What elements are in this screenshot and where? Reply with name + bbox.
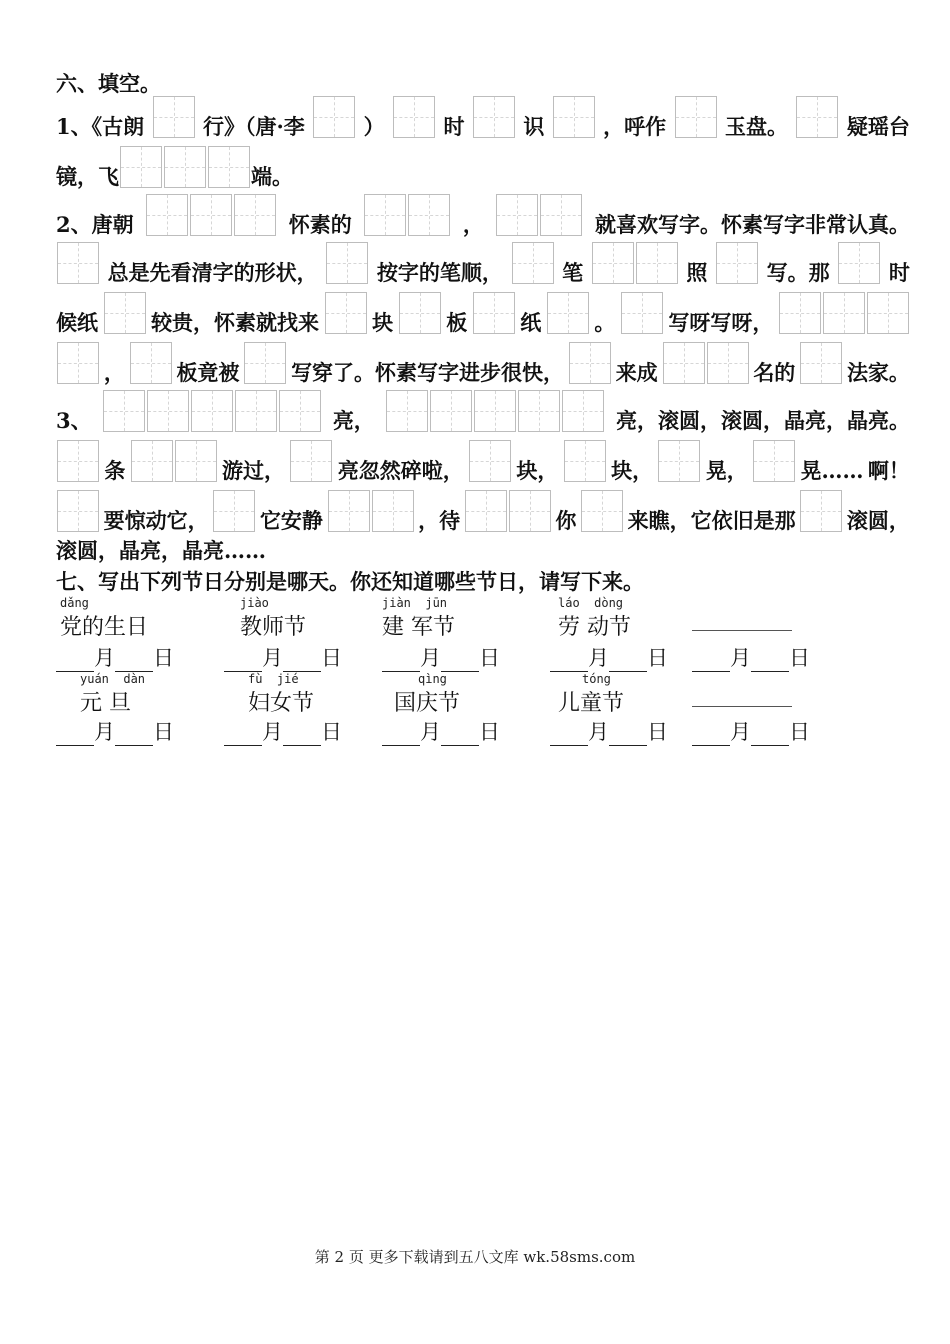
answer-box-group bbox=[145, 194, 277, 236]
answer-box[interactable] bbox=[581, 490, 623, 532]
q1-text: 镜，飞 bbox=[56, 164, 119, 189]
answer-box[interactable] bbox=[496, 194, 538, 236]
date-blank[interactable]: 月 日 bbox=[382, 716, 500, 746]
answer-box[interactable] bbox=[146, 194, 188, 236]
answer-box[interactable] bbox=[473, 96, 515, 138]
festival-name: 党的生日 bbox=[60, 615, 149, 640]
answer-box[interactable] bbox=[716, 242, 758, 284]
answer-box-group bbox=[464, 490, 552, 532]
answer-box[interactable] bbox=[208, 146, 250, 188]
q2-text: 法家。 bbox=[846, 360, 910, 385]
q2-text: 写穿了。怀素写字进步很快， bbox=[291, 360, 565, 385]
q1-text: 行》（唐·李 bbox=[202, 114, 305, 139]
answer-box[interactable] bbox=[326, 242, 368, 284]
festival-name: 劳 动节 bbox=[558, 615, 631, 640]
answer-box[interactable] bbox=[213, 490, 255, 532]
q2-text: 板竟被 bbox=[176, 360, 240, 385]
q2-text: 2、唐朝 bbox=[56, 212, 134, 237]
answer-box[interactable] bbox=[474, 390, 516, 432]
answer-box[interactable] bbox=[393, 96, 435, 138]
pinyin: qìng bbox=[418, 672, 447, 686]
q3-text: ，待 bbox=[418, 508, 461, 533]
festival-name: 建 军节 bbox=[382, 615, 455, 640]
date-row-2 bbox=[56, 716, 916, 742]
pinyin: jiàn jūn bbox=[382, 596, 448, 610]
answer-box[interactable] bbox=[130, 342, 172, 384]
answer-box[interactable] bbox=[838, 242, 880, 284]
q1-text: 时 bbox=[443, 114, 465, 139]
answer-box[interactable] bbox=[104, 292, 146, 334]
answer-box[interactable] bbox=[547, 292, 589, 334]
q3-text: 来瞧，它依旧是那 bbox=[627, 508, 796, 533]
date-blank[interactable]: 月 日 bbox=[224, 716, 342, 746]
answer-box[interactable] bbox=[191, 390, 233, 432]
q3-line1 bbox=[56, 390, 910, 432]
q2-text: 写呀写呀， bbox=[668, 310, 774, 335]
q2-line3 bbox=[56, 292, 910, 334]
date-blank[interactable]: 月 日 bbox=[56, 642, 174, 672]
q3-text: 亮，滚圆，滚圆，晶亮，晶亮。 bbox=[616, 408, 910, 433]
answer-box[interactable] bbox=[313, 96, 355, 138]
answer-box[interactable] bbox=[430, 390, 472, 432]
answer-box[interactable] bbox=[57, 242, 99, 284]
q2-text: 纸 bbox=[520, 310, 542, 335]
answer-box-group bbox=[385, 390, 605, 432]
q2-text: 总是先看清字的形状， bbox=[107, 260, 318, 285]
date-blank[interactable]: 月 日 bbox=[550, 642, 668, 672]
section-6-title: 六、填空。 bbox=[56, 71, 161, 96]
pinyin: dǎng bbox=[60, 596, 89, 610]
q2-text: 板 bbox=[446, 310, 468, 335]
answer-box[interactable] bbox=[512, 242, 554, 284]
answer-box[interactable] bbox=[465, 490, 507, 532]
q1-line1 bbox=[56, 96, 910, 138]
answer-box[interactable] bbox=[147, 390, 189, 432]
q3-text: 亮忽然碎啦， bbox=[337, 458, 464, 483]
answer-box[interactable] bbox=[57, 440, 99, 482]
answer-box[interactable] bbox=[328, 490, 370, 532]
answer-box[interactable] bbox=[175, 440, 217, 482]
answer-box[interactable] bbox=[408, 194, 450, 236]
q3-text: 滚圆， bbox=[846, 508, 910, 533]
answer-box-group bbox=[778, 292, 910, 334]
q2-text: 候纸 bbox=[56, 310, 98, 335]
answer-box[interactable] bbox=[553, 96, 595, 138]
answer-box[interactable] bbox=[621, 292, 663, 334]
q3-text: 游过， bbox=[222, 458, 286, 483]
q2-text: 。 bbox=[594, 310, 616, 335]
q1-text: 疑瑶台 bbox=[846, 114, 910, 139]
pinyin: láo dòng bbox=[558, 596, 624, 610]
answer-box[interactable] bbox=[779, 292, 821, 334]
answer-box[interactable] bbox=[57, 490, 99, 532]
date-blank[interactable]: 月 日 bbox=[692, 642, 810, 672]
q2-text: 来成 bbox=[615, 360, 658, 385]
q3-text: 晃， bbox=[705, 458, 748, 483]
answer-box-group bbox=[591, 242, 679, 284]
answer-box[interactable] bbox=[164, 146, 206, 188]
q3-text: 你 bbox=[555, 508, 577, 533]
q3-text: 条 bbox=[104, 458, 126, 483]
answer-box[interactable] bbox=[663, 342, 705, 384]
pinyin: tóng bbox=[582, 672, 611, 686]
date-blank[interactable]: 月 日 bbox=[692, 716, 810, 746]
answer-box-group bbox=[102, 390, 322, 432]
answer-box-group bbox=[327, 490, 415, 532]
festival-name: 妇女节 bbox=[248, 691, 315, 716]
answer-box[interactable] bbox=[234, 194, 276, 236]
pinyin: jiào bbox=[240, 596, 269, 610]
answer-box[interactable] bbox=[592, 242, 634, 284]
answer-box[interactable] bbox=[509, 490, 551, 532]
answer-box[interactable] bbox=[364, 194, 406, 236]
answer-box[interactable] bbox=[636, 242, 678, 284]
q2-text: 笔 bbox=[562, 260, 584, 285]
page-footer: 第 2 页 更多下载请到五八文库 wk.58sms.com bbox=[314, 1248, 636, 1266]
answer-box[interactable] bbox=[399, 292, 441, 334]
q1-text: 识 bbox=[523, 114, 545, 139]
festival-name: 国庆节 bbox=[394, 691, 461, 716]
answer-box[interactable] bbox=[244, 342, 286, 384]
answer-box[interactable] bbox=[658, 440, 700, 482]
q2-text: 怀素的 bbox=[288, 212, 352, 237]
q1-text: 端。 bbox=[251, 164, 293, 189]
answer-box[interactable] bbox=[469, 440, 511, 482]
pinyin: fù jié bbox=[248, 672, 299, 686]
date-blank[interactable]: 月 日 bbox=[224, 642, 342, 672]
q2-text: 就喜欢写字。怀素写字非常认真。 bbox=[595, 212, 910, 237]
q3-text: 要惊动它， bbox=[103, 508, 209, 533]
festival-name: 儿童节 bbox=[558, 691, 625, 716]
answer-box-group bbox=[119, 146, 251, 188]
date-blank[interactable]: 月 日 bbox=[382, 642, 500, 672]
answer-box[interactable] bbox=[190, 194, 232, 236]
answer-box-group bbox=[130, 440, 218, 482]
answer-box[interactable] bbox=[279, 390, 321, 432]
answer-box[interactable] bbox=[800, 342, 842, 384]
q2-text: 照 bbox=[686, 260, 708, 285]
section-7-title: 七、写出下列节日分别是哪天。你还知道哪些节日，请写下来。 bbox=[56, 569, 644, 594]
answer-box[interactable] bbox=[753, 440, 795, 482]
festival-row-1 bbox=[56, 596, 916, 640]
q3-line2 bbox=[56, 440, 910, 482]
festival-blank[interactable] bbox=[692, 630, 792, 631]
answer-box[interactable] bbox=[518, 390, 560, 432]
q2-line4 bbox=[56, 342, 910, 384]
festival-blank[interactable] bbox=[692, 706, 792, 707]
q3-text: 它安静 bbox=[259, 508, 323, 533]
answer-box[interactable] bbox=[120, 146, 162, 188]
answer-box[interactable] bbox=[675, 96, 717, 138]
answer-box[interactable] bbox=[569, 342, 611, 384]
q1-text: ） bbox=[363, 114, 385, 139]
answer-box[interactable] bbox=[290, 440, 332, 482]
q3-line4 bbox=[56, 540, 910, 562]
q3-text: 啊！ bbox=[867, 458, 910, 483]
answer-box-group bbox=[363, 194, 451, 236]
q2-text: ， bbox=[462, 212, 484, 237]
answer-box[interactable] bbox=[372, 490, 414, 532]
answer-box[interactable] bbox=[867, 292, 909, 334]
answer-box[interactable] bbox=[386, 390, 428, 432]
answer-box[interactable] bbox=[325, 292, 367, 334]
answer-box[interactable] bbox=[153, 96, 195, 138]
q1-text: 1、《古朗 bbox=[56, 114, 145, 139]
answer-box[interactable] bbox=[235, 390, 277, 432]
answer-box[interactable] bbox=[707, 342, 749, 384]
q2-text: ， bbox=[103, 360, 125, 385]
q2-line1 bbox=[56, 194, 910, 236]
q3-text: 晃…… bbox=[800, 458, 864, 483]
q3-text: 滚圆，晶亮，晶亮…… bbox=[56, 538, 266, 563]
answer-box-group bbox=[662, 342, 750, 384]
q1-text: 玉盘。 bbox=[725, 114, 788, 139]
q2-line2 bbox=[56, 242, 910, 284]
q3-text: 亮， bbox=[332, 408, 375, 433]
answer-box[interactable] bbox=[103, 390, 145, 432]
pinyin: yuán dàn bbox=[80, 672, 146, 686]
answer-box[interactable] bbox=[562, 390, 604, 432]
answer-box[interactable] bbox=[800, 490, 842, 532]
answer-box[interactable] bbox=[796, 96, 838, 138]
date-blank[interactable]: 月 日 bbox=[56, 716, 174, 746]
q2-text: 块 bbox=[372, 310, 394, 335]
answer-box-group bbox=[495, 194, 583, 236]
date-row-1 bbox=[56, 642, 916, 668]
q2-text: 时 bbox=[888, 260, 910, 285]
answer-box[interactable] bbox=[57, 342, 99, 384]
q3-line3 bbox=[56, 490, 910, 532]
q2-text: 名的 bbox=[753, 360, 796, 385]
date-blank[interactable]: 月 日 bbox=[550, 716, 668, 746]
answer-box[interactable] bbox=[540, 194, 582, 236]
q1-line2 bbox=[56, 146, 910, 188]
answer-box[interactable] bbox=[564, 440, 606, 482]
festival-name: 元 旦 bbox=[80, 691, 131, 716]
q3-text: 3、 bbox=[56, 408, 92, 433]
festival-row-2 bbox=[56, 672, 916, 716]
q3-text: 块， bbox=[611, 458, 654, 483]
answer-box[interactable] bbox=[823, 292, 865, 334]
q2-text: 按字的笔顺， bbox=[376, 260, 503, 285]
answer-box[interactable] bbox=[473, 292, 515, 334]
q3-text: 块， bbox=[516, 458, 559, 483]
q1-text: ，呼作 bbox=[603, 114, 667, 139]
q2-text: 较贵，怀素就找来 bbox=[151, 310, 320, 335]
answer-box[interactable] bbox=[131, 440, 173, 482]
festival-name: 教师节 bbox=[240, 615, 307, 640]
q2-text: 写。那 bbox=[766, 260, 830, 285]
